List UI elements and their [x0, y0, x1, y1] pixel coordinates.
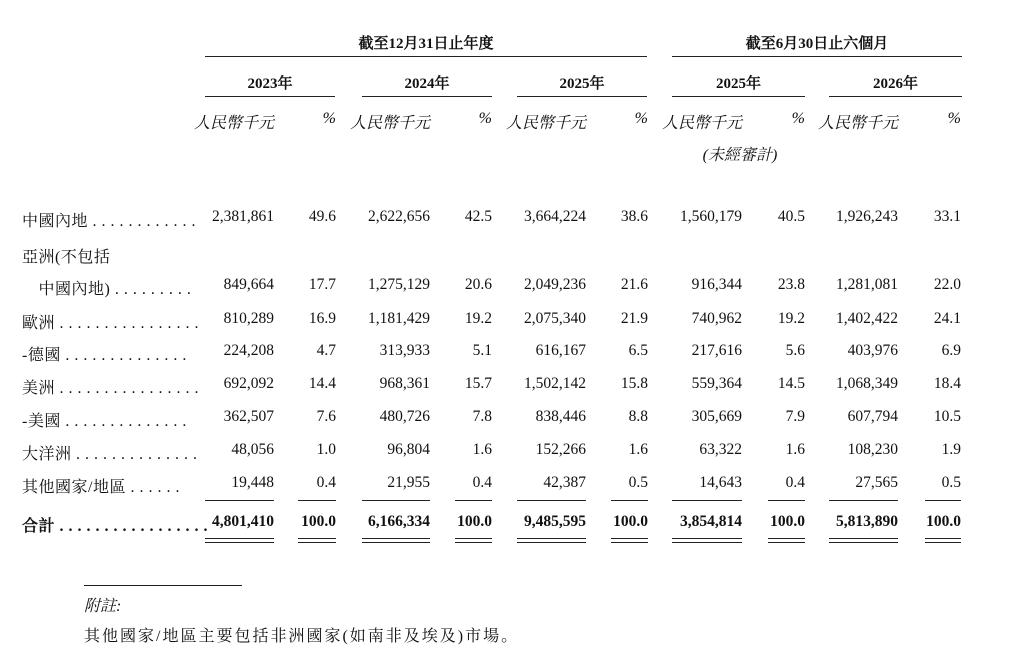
percent-cell: 33.1 — [933, 208, 961, 225]
total-double-rule — [455, 538, 492, 539]
percent-cell: 49.6 — [308, 208, 336, 225]
percent-cell: 38.6 — [620, 208, 648, 225]
subtotal-rule — [672, 500, 742, 501]
total-amount-cell: 6,166,334 — [368, 513, 430, 530]
year-underline — [672, 96, 805, 97]
total-percent-cell: 100.0 — [926, 513, 961, 530]
unit-pct: % — [947, 110, 961, 127]
percent-cell: 42.5 — [464, 208, 492, 225]
row-label: 歐洲 . . . . . . . . . . . . . . . . — [22, 315, 200, 332]
row-label: -美國 . . . . . . . . . . . . . . — [22, 413, 187, 430]
amount-cell: 849,664 — [223, 276, 274, 293]
total-amount-cell: 4,801,410 — [212, 513, 274, 530]
amount-cell: 2,622,656 — [368, 208, 430, 225]
total-double-rule — [455, 542, 492, 543]
amount-cell: 740,962 — [691, 310, 742, 327]
amount-cell: 968,361 — [379, 375, 430, 392]
percent-cell: 20.6 — [464, 276, 492, 293]
amount-cell: 838,446 — [535, 408, 586, 425]
percent-cell: 7.8 — [472, 408, 492, 425]
header-interim-underline — [672, 56, 962, 57]
total-amount-cell: 5,813,890 — [836, 513, 898, 530]
unit-pct: % — [791, 110, 805, 127]
total-double-rule — [298, 538, 336, 539]
total-double-rule — [362, 538, 430, 539]
row-label: -德國 . . . . . . . . . . . . . . — [22, 347, 187, 364]
percent-cell: 5.6 — [785, 342, 805, 359]
total-double-rule — [768, 538, 805, 539]
row-label: 亞洲(不包括 — [22, 249, 111, 266]
subtotal-rule — [925, 500, 961, 501]
amount-cell: 108,230 — [847, 441, 898, 458]
percent-cell: 40.5 — [777, 208, 805, 225]
subtotal-rule — [205, 500, 274, 501]
unit-rmb: 人民幣千元 — [817, 115, 898, 132]
amount-cell: 1,502,142 — [524, 375, 586, 392]
amount-cell: 403,976 — [847, 342, 898, 359]
row-label: 中國內地 . . . . . . . . . . . . — [22, 213, 197, 230]
year-underline — [829, 96, 962, 97]
amount-cell: 2,381,861 — [212, 208, 274, 225]
amount-cell: 692,092 — [223, 375, 274, 392]
amount-cell: 616,167 — [535, 342, 586, 359]
total-amount-cell: 3,854,814 — [680, 513, 742, 530]
total-double-rule — [362, 542, 430, 543]
percent-cell: 6.5 — [628, 342, 648, 359]
amount-cell: 916,344 — [691, 276, 742, 293]
amount-cell: 362,507 — [223, 408, 274, 425]
amount-cell: 3,664,224 — [524, 208, 586, 225]
percent-cell: 8.8 — [628, 408, 648, 425]
percent-cell: 1.0 — [316, 441, 336, 458]
total-double-rule — [298, 542, 336, 543]
row-label: 美洲 . . . . . . . . . . . . . . . . — [22, 380, 200, 397]
year-underline — [205, 96, 335, 97]
year-underline — [362, 96, 492, 97]
amount-cell: 480,726 — [379, 408, 430, 425]
percent-cell: 0.4 — [316, 474, 336, 491]
year-underline — [517, 96, 647, 97]
amount-cell: 1,926,243 — [836, 208, 898, 225]
percent-cell: 15.7 — [464, 375, 492, 392]
footnote-text: 其他國家/地區主要包括非洲國家(如南非及埃及)市場。 — [84, 628, 520, 645]
total-double-rule — [925, 538, 961, 539]
total-double-rule — [768, 542, 805, 543]
amount-cell: 63,322 — [699, 441, 742, 458]
header-annual-period: 截至12月31日止年度 — [358, 36, 494, 52]
amount-cell: 559,364 — [691, 375, 742, 392]
unit-rmb: 人民幣千元 — [193, 115, 274, 132]
percent-cell: 19.2 — [777, 310, 805, 327]
amount-cell: 27,565 — [855, 474, 898, 491]
total-double-rule — [517, 542, 586, 543]
total-double-rule — [611, 538, 648, 539]
percent-cell: 10.5 — [933, 408, 961, 425]
year-header-2024: 2024年 — [404, 76, 450, 92]
percent-cell: 17.7 — [308, 276, 336, 293]
row-label: 大洋洲 . . . . . . . . . . . . . . — [22, 446, 198, 463]
total-double-rule — [517, 538, 586, 539]
total-double-rule — [925, 542, 961, 543]
amount-cell: 42,387 — [543, 474, 586, 491]
year-header-2026-interim: 2026年 — [872, 76, 918, 92]
amount-cell: 2,049,236 — [524, 276, 586, 293]
percent-cell: 19.2 — [464, 310, 492, 327]
amount-cell: 152,266 — [535, 441, 586, 458]
amount-cell: 1,402,422 — [836, 310, 898, 327]
subtotal-rule — [455, 500, 492, 501]
total-double-rule — [829, 542, 898, 543]
total-amount-cell: 9,485,595 — [524, 513, 586, 530]
total-double-rule — [672, 542, 742, 543]
percent-cell: 21.6 — [620, 276, 648, 293]
amount-cell: 313,933 — [379, 342, 430, 359]
amount-cell: 1,281,081 — [836, 276, 898, 293]
percent-cell: 14.5 — [777, 375, 805, 392]
amount-cell: 1,560,179 — [680, 208, 742, 225]
total-label: 合計 . . . . . . . . . . . . . . . . . — [22, 518, 209, 535]
amount-cell: 21,955 — [387, 474, 430, 491]
percent-cell: 18.4 — [933, 375, 961, 392]
unaudited-note: (未經審計) — [702, 147, 778, 164]
year-header-2023: 2023年 — [247, 76, 293, 92]
percent-cell: 0.5 — [941, 474, 961, 491]
subtotal-rule — [611, 500, 648, 501]
header-interim-period: 截至6月30日止六個月 — [745, 36, 889, 52]
total-percent-cell: 100.0 — [301, 513, 336, 530]
percent-cell: 15.8 — [620, 375, 648, 392]
percent-cell: 21.9 — [620, 310, 648, 327]
percent-cell: 1.9 — [941, 441, 961, 458]
footnote-divider — [84, 585, 242, 586]
percent-cell: 14.4 — [308, 375, 336, 392]
amount-cell: 1,181,429 — [368, 310, 430, 327]
amount-cell: 224,208 — [223, 342, 274, 359]
percent-cell: 0.5 — [628, 474, 648, 491]
percent-cell: 16.9 — [308, 310, 336, 327]
amount-cell: 1,068,349 — [836, 375, 898, 392]
percent-cell: 5.1 — [472, 342, 492, 359]
percent-cell: 23.8 — [777, 276, 805, 293]
subtotal-rule — [517, 500, 586, 501]
total-percent-cell: 100.0 — [457, 513, 492, 530]
unit-pct: % — [634, 110, 648, 127]
total-double-rule — [672, 538, 742, 539]
percent-cell: 1.6 — [785, 441, 805, 458]
amount-cell: 2,075,340 — [524, 310, 586, 327]
amount-cell: 607,794 — [847, 408, 898, 425]
row-label: 其他國家/地區 . . . . . . — [22, 479, 180, 496]
amount-cell: 48,056 — [231, 441, 274, 458]
total-double-rule — [205, 542, 274, 543]
amount-cell: 96,804 — [387, 441, 430, 458]
amount-cell: 1,275,129 — [368, 276, 430, 293]
amount-cell: 810,289 — [223, 310, 274, 327]
unit-rmb: 人民幣千元 — [661, 115, 742, 132]
year-header-2025-interim: 2025年 — [715, 76, 761, 92]
subtotal-rule — [362, 500, 430, 501]
amount-cell: 14,643 — [699, 474, 742, 491]
total-percent-cell: 100.0 — [770, 513, 805, 530]
percent-cell: 4.7 — [316, 342, 336, 359]
total-double-rule — [611, 542, 648, 543]
header-annual-underline — [205, 56, 647, 57]
unit-pct: % — [478, 110, 492, 127]
year-header-2025: 2025年 — [559, 76, 605, 92]
subtotal-rule — [768, 500, 805, 501]
unit-rmb: 人民幣千元 — [505, 115, 586, 132]
amount-cell: 217,616 — [691, 342, 742, 359]
percent-cell: 1.6 — [472, 441, 492, 458]
subtotal-rule — [829, 500, 898, 501]
unit-rmb: 人民幣千元 — [349, 115, 430, 132]
amount-cell: 305,669 — [691, 408, 742, 425]
percent-cell: 22.0 — [933, 276, 961, 293]
total-double-rule — [205, 538, 274, 539]
percent-cell: 1.6 — [628, 441, 648, 458]
row-label: 中國內地) . . . . . . . . . — [22, 281, 192, 298]
percent-cell: 0.4 — [785, 474, 805, 491]
percent-cell: 7.6 — [316, 408, 336, 425]
total-percent-cell: 100.0 — [613, 513, 648, 530]
amount-cell: 19,448 — [231, 474, 274, 491]
percent-cell: 6.9 — [941, 342, 961, 359]
percent-cell: 24.1 — [933, 310, 961, 327]
footnote-title: 附註: — [84, 598, 122, 615]
subtotal-rule — [298, 500, 336, 501]
unit-pct: % — [322, 110, 336, 127]
total-double-rule — [829, 538, 898, 539]
percent-cell: 7.9 — [785, 408, 805, 425]
percent-cell: 0.4 — [472, 474, 492, 491]
